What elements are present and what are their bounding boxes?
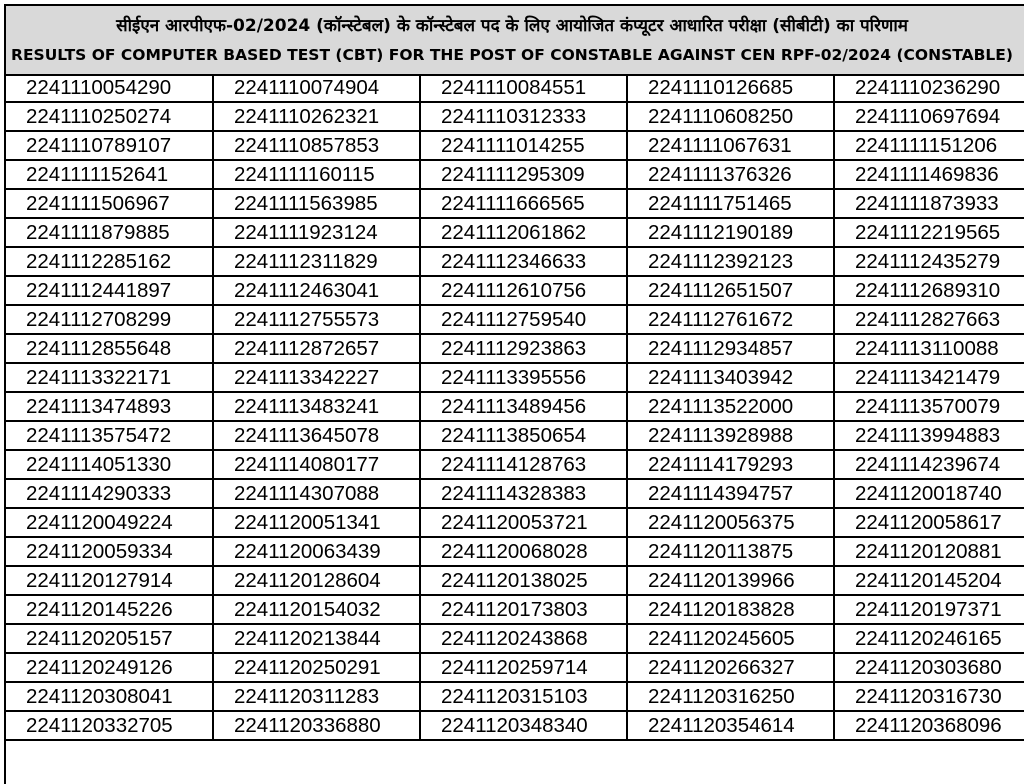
roll-number-cell: 2241120059334 xyxy=(6,537,213,566)
roll-number-cell: 2241120145226 xyxy=(6,595,213,624)
roll-number-cell: 2241112872657 xyxy=(213,334,420,363)
roll-number-cell: 2241112346633 xyxy=(420,247,627,276)
roll-number-cell: 2241111014255 xyxy=(420,131,627,160)
roll-number-cell: 2241120058617 xyxy=(834,508,1024,537)
roll-number-cell: 2241110250274 xyxy=(6,102,213,131)
roll-number-cell: 2241120316730 xyxy=(834,682,1024,711)
roll-number-cell: 2241114128763 xyxy=(420,450,627,479)
roll-number-cell: 2241120246165 xyxy=(834,624,1024,653)
roll-number-cell: 2241120113875 xyxy=(627,537,834,566)
roll-number-cell: 2241120154032 xyxy=(213,595,420,624)
roll-number-table-body xyxy=(6,74,1024,740)
table-row xyxy=(6,450,1024,479)
table-row xyxy=(6,479,1024,508)
roll-number-cell: 2241120316250 xyxy=(627,682,834,711)
roll-number-cell: 2241110054290 xyxy=(6,74,213,102)
roll-number-cell: 2241120053721 xyxy=(420,508,627,537)
roll-number-cell: 2241112651507 xyxy=(627,276,834,305)
roll-number-cell: 2241120315103 xyxy=(420,682,627,711)
roll-number-cell: 2241120138025 xyxy=(420,566,627,595)
table-row xyxy=(6,537,1024,566)
roll-number-cell: 2241120056375 xyxy=(627,508,834,537)
roll-number-cell: 2241113483241 xyxy=(213,392,420,421)
roll-number-cell: 2241112311829 xyxy=(213,247,420,276)
roll-number-cell: 2241111506967 xyxy=(6,189,213,218)
roll-number-cell: 2241120250291 xyxy=(213,653,420,682)
roll-number-cell: 2241110084551 xyxy=(420,74,627,102)
roll-number-cell: 2241112610756 xyxy=(420,276,627,305)
roll-number-cell: 2241113994883 xyxy=(834,421,1024,450)
roll-number-cell: 2241110697694 xyxy=(834,102,1024,131)
table-row xyxy=(6,421,1024,450)
table-row xyxy=(6,131,1024,160)
roll-number-cell: 2241120303680 xyxy=(834,653,1024,682)
roll-number-cell: 2241120128604 xyxy=(213,566,420,595)
roll-number-cell: 2241114328383 xyxy=(420,479,627,508)
roll-number-cell: 2241113421479 xyxy=(834,363,1024,392)
table-row xyxy=(6,305,1024,334)
roll-number-cell: 2241120243868 xyxy=(420,624,627,653)
roll-number-cell: 2241113570079 xyxy=(834,392,1024,421)
roll-number-cell: 2241112061862 xyxy=(420,218,627,247)
roll-number-cell: 2241120127914 xyxy=(6,566,213,595)
roll-number-cell: 2241114290333 xyxy=(6,479,213,508)
roll-number-cell: 2241111152641 xyxy=(6,160,213,189)
roll-number-cell: 2241113403942 xyxy=(627,363,834,392)
roll-number-cell: 2241120245605 xyxy=(627,624,834,653)
roll-number-cell: 2241112934857 xyxy=(627,334,834,363)
roll-number-cell: 2241114307088 xyxy=(213,479,420,508)
roll-number-cell: 2241120249126 xyxy=(6,653,213,682)
roll-number-table xyxy=(6,74,1024,741)
roll-number-cell: 2241120354614 xyxy=(627,711,834,740)
table-row xyxy=(6,595,1024,624)
roll-number-cell: 2241114179293 xyxy=(627,450,834,479)
table-row xyxy=(6,363,1024,392)
roll-number-cell: 2241113575472 xyxy=(6,421,213,450)
roll-number-cell: 2241111376326 xyxy=(627,160,834,189)
table-row xyxy=(6,392,1024,421)
roll-number-cell: 2241111160115 xyxy=(213,160,420,189)
roll-number-cell: 2241114394757 xyxy=(627,479,834,508)
roll-number-cell: 2241112689310 xyxy=(834,276,1024,305)
roll-number-cell: 2241112755573 xyxy=(213,305,420,334)
table-row xyxy=(6,247,1024,276)
roll-number-cell: 2241113522000 xyxy=(627,392,834,421)
roll-number-cell: 2241113850654 xyxy=(420,421,627,450)
roll-number-cell: 2241112708299 xyxy=(6,305,213,334)
roll-number-cell: 2241110857853 xyxy=(213,131,420,160)
roll-number-cell: 2241111469836 xyxy=(834,160,1024,189)
roll-number-cell: 2241112392123 xyxy=(627,247,834,276)
roll-number-cell: 2241120068028 xyxy=(420,537,627,566)
roll-number-cell: 2241120308041 xyxy=(6,682,213,711)
roll-number-cell: 2241111151206 xyxy=(834,131,1024,160)
roll-number-cell: 2241111295309 xyxy=(420,160,627,189)
table-row xyxy=(6,711,1024,740)
roll-number-cell: 2241120145204 xyxy=(834,566,1024,595)
roll-number-cell: 2241114080177 xyxy=(213,450,420,479)
roll-number-cell: 2241112285162 xyxy=(6,247,213,276)
table-row xyxy=(6,160,1024,189)
roll-number-cell: 2241113474893 xyxy=(6,392,213,421)
roll-number-cell: 2241113489456 xyxy=(420,392,627,421)
roll-number-cell: 2241110074904 xyxy=(213,74,420,102)
roll-number-cell: 2241120183828 xyxy=(627,595,834,624)
roll-number-cell: 2241120049224 xyxy=(6,508,213,537)
roll-number-cell: 2241111666565 xyxy=(420,189,627,218)
roll-number-cell: 2241111873933 xyxy=(834,189,1024,218)
roll-number-cell: 2241112923863 xyxy=(420,334,627,363)
roll-number-cell: 2241113342227 xyxy=(213,363,420,392)
roll-number-cell: 2241111879885 xyxy=(6,218,213,247)
roll-number-cell: 2241110608250 xyxy=(627,102,834,131)
table-row xyxy=(6,189,1024,218)
title-hindi: सीईएन आरपीएफ-02/2024 (कॉन्स्टेबल) के कॉन्स्टेबल पद के लिए आयोजित कंप्यूटर आधारित परीक्षा (सीबीटी) का परिणाम xyxy=(116,16,908,36)
roll-number-cell: 2241120051341 xyxy=(213,508,420,537)
roll-number-cell: 2241120173803 xyxy=(420,595,627,624)
roll-number-cell: 2241120311283 xyxy=(213,682,420,711)
roll-number-cell: 2241120205157 xyxy=(6,624,213,653)
roll-number-cell: 2241113645078 xyxy=(213,421,420,450)
roll-number-cell: 2241120213844 xyxy=(213,624,420,653)
roll-number-cell: 2241112855648 xyxy=(6,334,213,363)
roll-number-cell: 2241113928988 xyxy=(627,421,834,450)
title-english: RESULTS OF COMPUTER BASED TEST (CBT) FOR THE POST OF CONSTABLE AGAINST CEN RPF-02/2024 (CONSTABLE) xyxy=(11,46,1013,64)
roll-number-cell: 2241113110088 xyxy=(834,334,1024,363)
roll-number-cell: 2241110789107 xyxy=(6,131,213,160)
roll-number-cell: 2241120120881 xyxy=(834,537,1024,566)
roll-number-cell: 2241110262321 xyxy=(213,102,420,131)
roll-number-cell: 2241111563985 xyxy=(213,189,420,218)
roll-number-cell: 2241120332705 xyxy=(6,711,213,740)
table-row xyxy=(6,334,1024,363)
table-row xyxy=(6,74,1024,102)
roll-number-cell: 2241110312333 xyxy=(420,102,627,131)
roll-number-cell: 2241110126685 xyxy=(627,74,834,102)
roll-number-cell: 2241120368096 xyxy=(834,711,1024,740)
table-row xyxy=(6,508,1024,537)
roll-number-cell: 2241120139966 xyxy=(627,566,834,595)
roll-number-cell: 2241120018740 xyxy=(834,479,1024,508)
roll-number-cell: 2241112219565 xyxy=(834,218,1024,247)
results-sheet xyxy=(4,4,1024,784)
roll-number-cell: 2241112761672 xyxy=(627,305,834,334)
roll-number-cell: 2241112827663 xyxy=(834,305,1024,334)
table-row xyxy=(6,653,1024,682)
table-row xyxy=(6,276,1024,305)
table-row xyxy=(6,218,1024,247)
roll-number-cell: 2241112435279 xyxy=(834,247,1024,276)
roll-number-cell: 2241112441897 xyxy=(6,276,213,305)
table-row xyxy=(6,682,1024,711)
roll-number-cell: 2241114239674 xyxy=(834,450,1024,479)
roll-number-cell: 2241120266327 xyxy=(627,653,834,682)
table-row xyxy=(6,566,1024,595)
roll-number-cell: 2241120336880 xyxy=(213,711,420,740)
table-row xyxy=(6,102,1024,131)
roll-number-cell: 2241111923124 xyxy=(213,218,420,247)
roll-number-cell: 2241113322171 xyxy=(6,363,213,392)
roll-number-cell: 2241112190189 xyxy=(627,218,834,247)
results-header xyxy=(6,6,1024,76)
roll-number-cell: 2241113395556 xyxy=(420,363,627,392)
roll-number-cell: 2241120197371 xyxy=(834,595,1024,624)
roll-number-cell: 2241112759540 xyxy=(420,305,627,334)
table-row xyxy=(6,624,1024,653)
roll-number-cell: 2241120348340 xyxy=(420,711,627,740)
roll-number-cell: 2241120259714 xyxy=(420,653,627,682)
roll-number-cell: 2241114051330 xyxy=(6,450,213,479)
roll-number-cell: 2241111067631 xyxy=(627,131,834,160)
roll-number-cell: 2241120063439 xyxy=(213,537,420,566)
roll-number-cell: 2241111751465 xyxy=(627,189,834,218)
roll-number-cell: 2241112463041 xyxy=(213,276,420,305)
roll-number-cell: 2241110236290 xyxy=(834,74,1024,102)
